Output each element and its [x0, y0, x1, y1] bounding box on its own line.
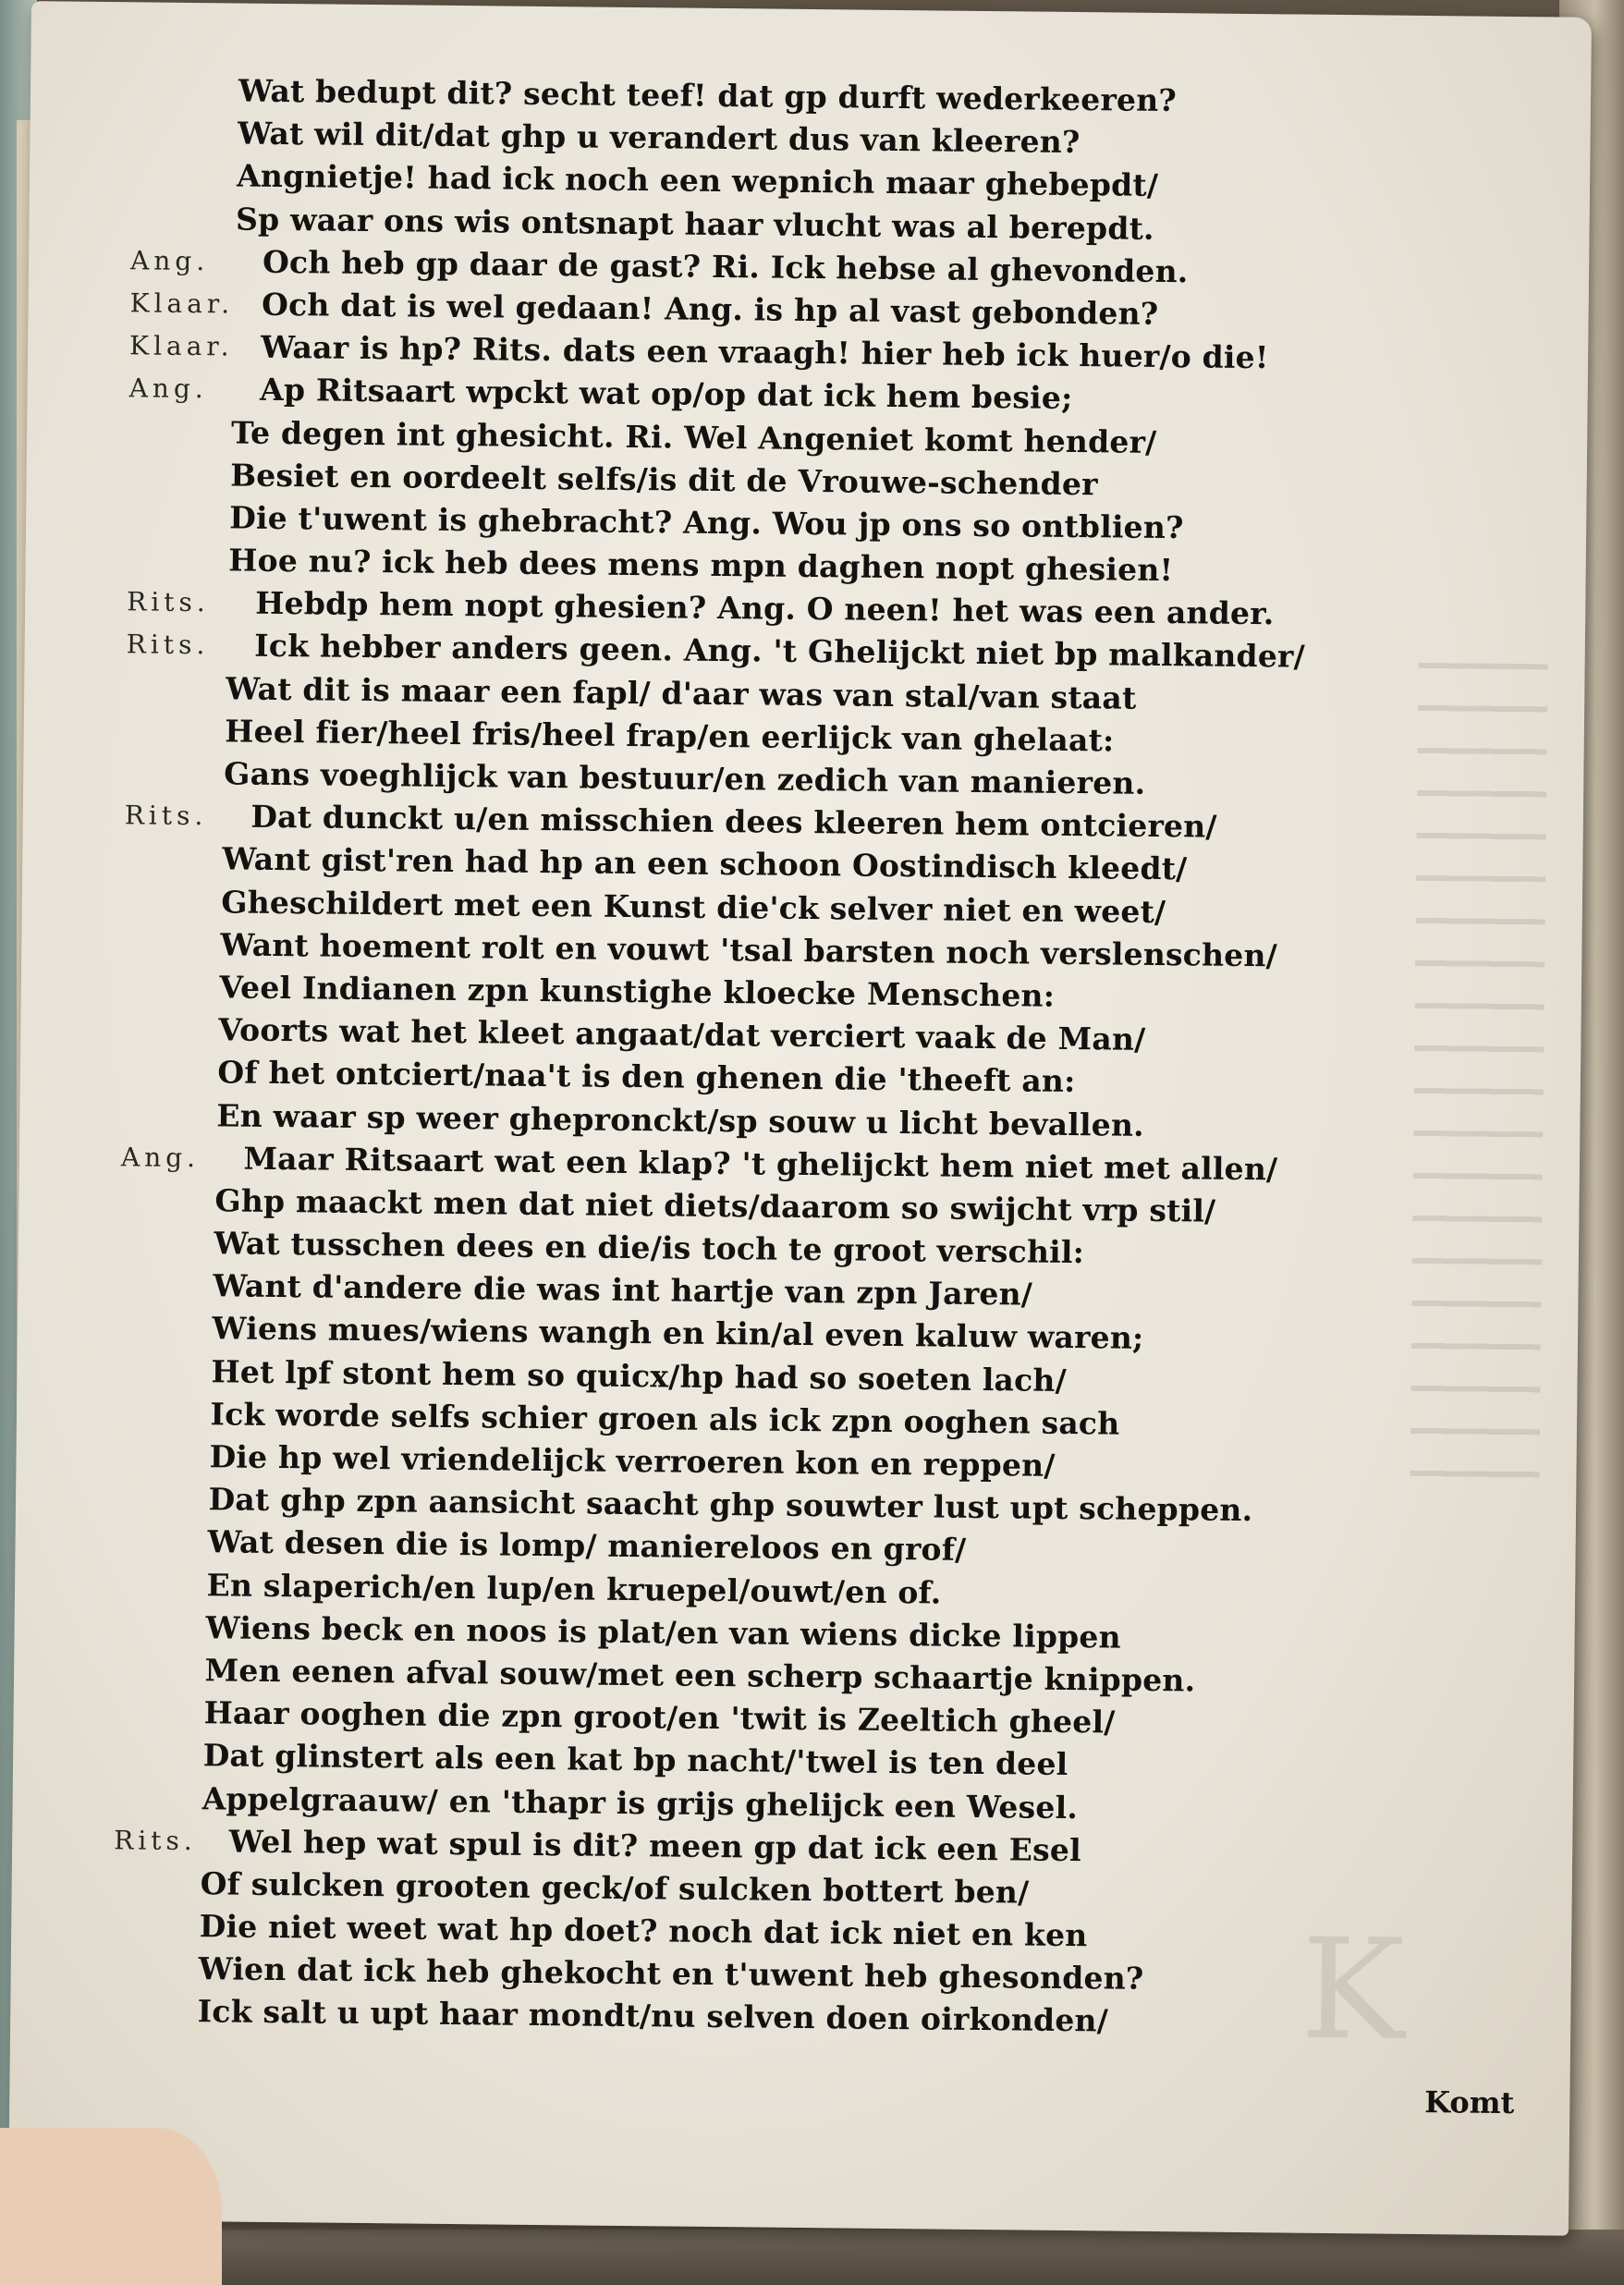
verse-text: Die hp wel vriendelijck verroeren kon en reppen/ — [209, 1438, 1056, 1484]
verse-text: Die niet weet wat hp doet? noch dat ick niet en ken — [199, 1908, 1088, 1954]
verse-text: Dat ghp zpn aansicht saacht ghp souwter lust upt scheppen. — [208, 1481, 1253, 1529]
verse-text: Maar Ritsaart wat een klap? 't ghelijckt hem niet met allen/ — [243, 1140, 1278, 1188]
verse-text: En slaperich/en lup/en kruepel/ouwt/en of. — [206, 1566, 942, 1611]
verse-text: Dat glinstert als een kat bp nacht/'twel is ten deel — [202, 1737, 1068, 1783]
verse-text: En waar sp weer ghepronckt/sp souw u licht bevallen. — [216, 1096, 1145, 1143]
verse-text: Want hoement rolt en vouwt 'tsal barsten noch verslenschen/ — [220, 926, 1278, 974]
verse-text: Te degen int ghesicht. Ri. Wel Angeniet komt hender/ — [230, 413, 1157, 460]
verse-text: Wiens beck en noos is plat/en van wiens dicke lippen — [205, 1608, 1122, 1656]
speaker-label: Ang. — [129, 245, 210, 276]
verse-text: Hoe nu? ick heb dees mens mpn daghen nopt ghesien! — [228, 542, 1174, 589]
speaker-label: Rits. — [127, 586, 210, 618]
background-bottom — [0, 2230, 1624, 2285]
verse-text: Appelgraauw/ en 'thapr is grijs ghelijck een Wesel. — [201, 1779, 1079, 1826]
verse-text: Sp waar ons wis ontsnapt haar vlucht was al berepdt. — [235, 201, 1154, 247]
speaker-label: Ang. — [120, 1141, 201, 1173]
speaker-label: Klaar. — [128, 330, 234, 362]
speaker-label: Rits. — [124, 800, 208, 832]
verse-text: Waar is hp? Rits. dats een vraagh! hier heb ick huer/o die! — [260, 328, 1269, 376]
verse-text: Hebdp hem nopt ghesien? Ang. O neen! het was een ander. — [255, 584, 1275, 632]
verse-text: Och heb gp daar de gast? Ri. Ick hebse al ghevonden. — [262, 243, 1189, 290]
verse-text: Het lpf stont hem so quicx/hp had so soeten lach/ — [211, 1352, 1068, 1399]
verse-text: Wat dit is maar een fapl/ d'aar was van stal/van staat — [226, 670, 1137, 716]
verse-text: Gans voeghlijck van bestuur/en zedich van manieren. — [224, 755, 1146, 801]
verse-text: Die t'uwent is ghebracht? Ang. Wou jp ons so ontblien? — [229, 499, 1184, 546]
verse-text: Wiens mues/wiens wangh en kin/al even kaluw waren; — [212, 1310, 1144, 1357]
paper-corner — [0, 2128, 222, 2285]
verse-text: Wat wil dit/dat ghp u verandert dus van kleeren? — [237, 115, 1081, 161]
verse-text: Wien dat ick heb ghekocht en t'uwent heb ghesonden? — [198, 1950, 1144, 1998]
verse-text: Men eenen afval souw/met een scherp schaartje knippen. — [204, 1652, 1196, 1699]
verse-text: Ick salt u upt haar mondt/nu selven doen oirkonden/ — [197, 1993, 1109, 2039]
verse-text: Wat desen die is lomp/ maniereloos en grof/ — [207, 1523, 967, 1569]
verse-text: Wat bedupt dit? secht teef! dat gp durft wederkeeren? — [238, 72, 1178, 119]
verse-text: Of het ontciert/naa't is den ghenen die 'theeft an: — [217, 1054, 1076, 1100]
verse-text: Wat tusschen dees en die/is toch te groot verschil: — [214, 1225, 1085, 1271]
verse-text: Angnietje! had ick noch een wepnich maar ghebepdt/ — [236, 157, 1159, 204]
speaker-label: Ang. — [128, 373, 208, 405]
verse-text: Wel hep wat spul is dit? meen gp dat ick een Esel — [228, 1823, 1082, 1868]
verse-text: Voorts wat het kleet angaat/dat verciert vaak de Man/ — [218, 1011, 1146, 1057]
verse-text: Ghp maackt men dat niet diets/daarom so swijcht vrp stil/ — [214, 1182, 1216, 1229]
verse-text: Ick hebber anders geen. Ang. 't Ghelijckt niet bp malkander/ — [254, 628, 1306, 676]
catchword: Komt — [1424, 2084, 1515, 2121]
verse-text: Haar ooghen die zpn groot/en 'twit is Zeeltich gheel/ — [203, 1694, 1116, 1741]
show-through-initial: K — [1300, 1909, 1406, 2071]
verse-text: Heel fier/heel fris/heel frap/en eerlijck van ghelaat: — [225, 713, 1115, 759]
verse-text: Gheschildert met een Kunst die'ck selver niet en weet/ — [221, 883, 1166, 930]
verse-text: Of sulcken grooten geck/of sulcken bottert ben/ — [200, 1865, 1030, 1911]
verse-text: Och dat is wel gedaan! Ang. is hp al vast gebonden? — [261, 286, 1159, 332]
verse-text: Want d'andere die was int hartje van zpn Jaren/ — [213, 1267, 1033, 1313]
speaker-label: Rits. — [126, 629, 210, 661]
speaker-label: Rits. — [114, 1824, 197, 1856]
verse-text: Want gist'ren had hp an een schoon Oostindisch kleedt/ — [222, 840, 1188, 887]
speaker-label: Klaar. — [129, 287, 235, 320]
verse-text: Dat dunckt u/en misschien dees kleeren hem ontcieren/ — [250, 798, 1217, 845]
verse-text: Besiet en oordeelt selfs/is dit de Vrouwe-schender — [229, 457, 1098, 502]
verse-text: Veel Indianen zpn kunstighe kloecke Menschen: — [219, 969, 1056, 1014]
verse-text: Ick worde selfs schier groen als ick zpn ooghen sach — [210, 1396, 1120, 1442]
book-page — [8, 1, 1592, 2236]
verse-lines — [10, 67, 1591, 2047]
verse-text: Ap Ritsaart wpckt wat op/op dat ick hem besie; — [259, 372, 1073, 417]
